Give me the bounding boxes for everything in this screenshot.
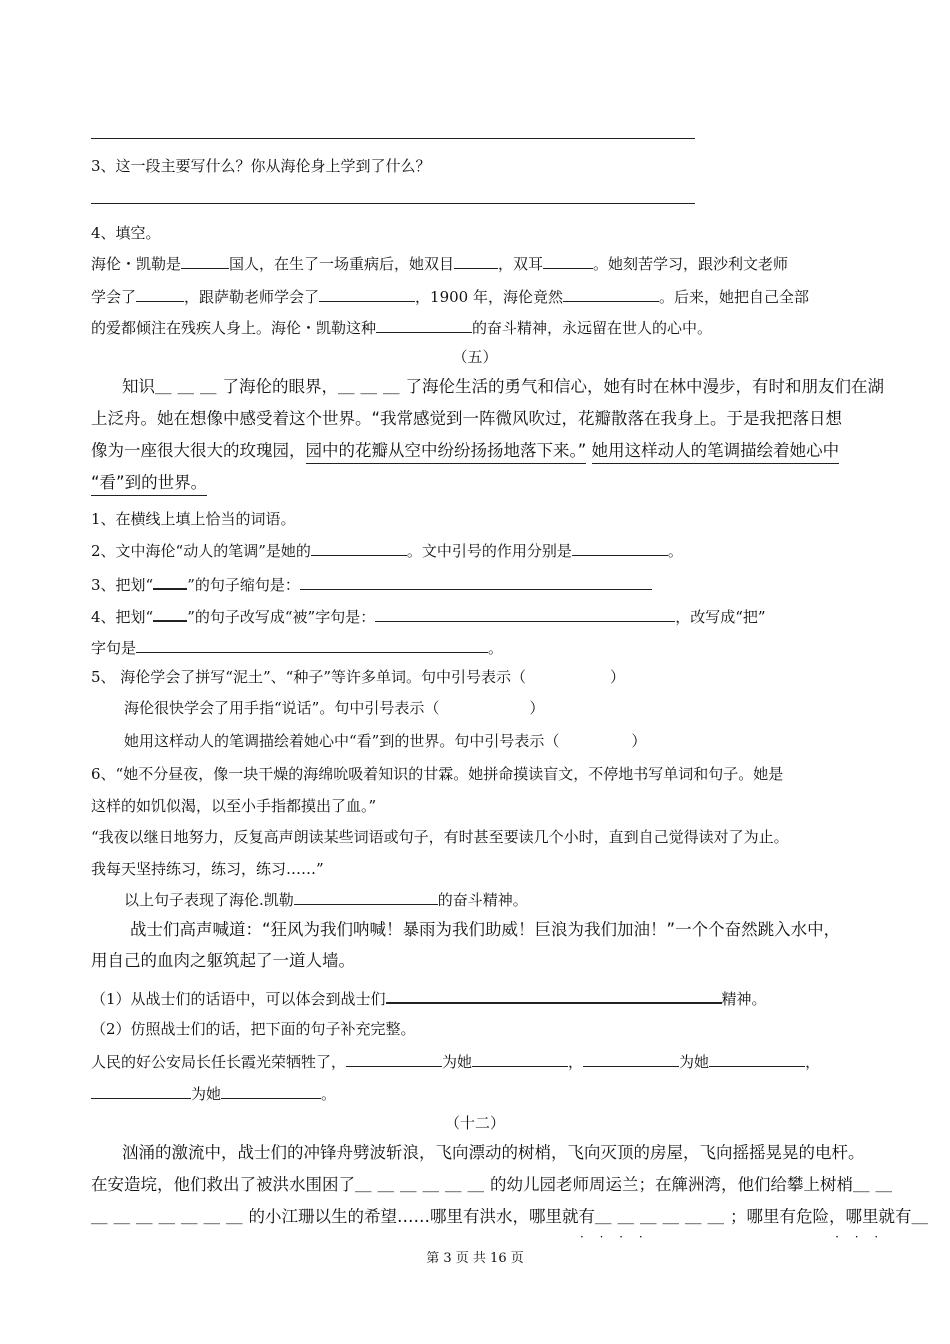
question-4-sub: 4、把划“ ”的句子改写成“被”字句是： ，改写成“把”: [91, 604, 766, 628]
passage-line: 知识＿＿＿了海伦的眼界，＿＿＿了海伦生活的勇气和信心，她有时在林中漫步，有时和朋友们在湖: [122, 377, 884, 396]
section-heading: （十二）: [444, 1114, 505, 1132]
blank[interactable]: [346, 1050, 442, 1067]
question-4-sub-cont: 字句是 。: [91, 636, 503, 659]
passage-line: ＿＿＿＿＿＿＿的小江珊以生的希望……哪里有洪水，哪里就有＿＿＿＿＿＿；哪里有危险，哪里就有＿: [91, 1207, 934, 1226]
question-6-line: 这样的如饥似渴，以至小手指都摸出了血。”: [91, 797, 377, 815]
passage-line: [91, 472, 207, 494]
question-1: 1、在横线上填上恰当的词语。: [91, 510, 296, 528]
blank[interactable]: [454, 252, 498, 269]
blank[interactable]: ＿＿＿＿＿＿＿: [91, 1207, 249, 1226]
passage-line: 上泛舟。她在想像中感受着这个世界。“我常感觉到一阵微风吹过，花瓣散落在我身上。于是我把落日想: [91, 409, 843, 428]
underlined-sentence: 园中的花瓣从空中纷纷扬扬地落下来。”: [306, 441, 587, 464]
underlined-sentence: 她用这样动人的笔调描绘着她心中: [592, 441, 840, 464]
blank[interactable]: ＿: [911, 1207, 934, 1226]
underlined-sentence: “看”到的世界。: [91, 473, 207, 496]
blank[interactable]: [583, 1050, 679, 1067]
blank[interactable]: ＿＿＿: [338, 377, 406, 396]
passage-line: 汹涌的激流中，战士们的冲锋舟劈波斩浪，飞向漂动的树梢，飞向灭顶的房屋，飞向摇摇晃晃的电杆。: [122, 1143, 865, 1162]
blank[interactable]: [221, 1082, 321, 1099]
passage-line: 在安造垸，他们救出了被洪水围困了＿＿＿＿＿＿的幼儿园老师周运兰；在簰洲湾，他们给攀上树梢＿＿: [91, 1175, 898, 1194]
sub-question-1: （1）从战士们的话语中，可以体会到战士们 精神。: [91, 986, 767, 1010]
blank[interactable]: [563, 285, 659, 302]
question-4-title: 4、填空。: [91, 224, 161, 242]
imitation-line: 人民的好公安局长任长霞光荣牺牲了， 为她 ， 为她 ，: [91, 1050, 820, 1073]
imitation-line: 为她 。: [91, 1082, 336, 1105]
blank[interactable]: [375, 605, 675, 622]
question-3-sub: 3、把划“ ”的句子缩句是：: [91, 572, 652, 596]
question-3: 3、这一段主要写什么？你从海伦身上学到了什么？: [91, 157, 431, 175]
question-6-line: 我每天坚持练习，练习，练习……”: [91, 860, 324, 878]
passage-line: 战士们高声喊道：“狂风为我们呐喊！暴雨为我们助威！巨浪为我们加油！”一个个奋然跳入水中，: [130, 920, 841, 939]
blank[interactable]: [319, 285, 415, 302]
blank[interactable]: [91, 1082, 191, 1099]
blank[interactable]: [376, 316, 472, 333]
blank[interactable]: [709, 1050, 805, 1067]
blank[interactable]: [386, 986, 722, 1004]
answer-line[interactable]: [91, 203, 695, 204]
question-6: 6、“她不分昼夜，像一块干燥的海绵吮吸着知识的甘霖。她拼命摸读盲文，不停地书写单词和句子。她是: [91, 765, 784, 783]
blank[interactable]: [300, 573, 652, 590]
fill-line-3: 的爱都倾注在残疾人身上。海伦・凯勒这种 的奋斗精神，永远留在世人的心中。: [91, 316, 712, 339]
blank[interactable]: [572, 539, 668, 556]
blank[interactable]: [472, 1050, 568, 1067]
blank[interactable]: ＿＿＿＿＿＿: [355, 1175, 490, 1194]
question-6-line: “我夜以继日地努力，反复高声朗读某些词语或句子，有时甚至要读几个小时，直到自己觉得读对了为止。: [91, 828, 789, 846]
section-heading: （五）: [452, 348, 498, 366]
blank[interactable]: [311, 539, 407, 556]
question-5: 5、 海伦学会了拼写“泥土”、“种子”等许多单词。句中引号表示（ ）: [91, 668, 626, 686]
blank[interactable]: [136, 285, 184, 302]
underline-mark: [153, 604, 187, 622]
blank[interactable]: ＿＿＿: [155, 377, 223, 396]
underline-mark: [153, 572, 187, 590]
question-5-c: 她用这样动人的笔调描绘着她心中“看”到的世界。句中引号表示（ ）: [124, 732, 647, 750]
passage-line: 用自己的血肉之躯筑起了一道人墙。: [91, 951, 355, 970]
page-footer: 第 3 页 共 16 页: [426, 1251, 524, 1266]
sub-question-2: （2）仿照战士们的话，把下面的句子补充完整。: [91, 1020, 416, 1038]
blank[interactable]: ＿＿＿＿＿＿: [595, 1207, 730, 1226]
passage-line: 像为一座很大很大的玫瑰园，园中的花瓣从空中纷纷扬扬地落下来。” 她用这样动人的笔调描绘着她心中: [91, 440, 839, 462]
question-2: 2、文中海伦“动人的笔调”是她的 。文中引号的作用分别是 。: [91, 539, 683, 562]
question-5-b: 海伦很快学会了用手指“说话”。句中引号表示（ ）: [124, 699, 545, 717]
question-6-line: 以上句子表现了海伦.凯勒 的奋斗精神。: [124, 888, 528, 911]
fill-line-1: 海伦・凯勒是 国人，在生了一场重病后，她双目 ，双耳 。她刻苦学习，跟沙利文老师: [91, 252, 788, 275]
blank[interactable]: [136, 636, 488, 653]
blank[interactable]: ＿＿: [853, 1175, 898, 1194]
blank[interactable]: [294, 888, 438, 905]
answer-line[interactable]: [91, 138, 695, 139]
blank[interactable]: [543, 252, 593, 269]
blank[interactable]: [181, 252, 229, 269]
emphasis-dots: · · · · · · ·: [580, 1230, 885, 1244]
fill-line-2: 学会了 ，跟萨勒老师学会了 ，1900 年，海伦竟然 。后来，她把自己全部: [91, 285, 809, 308]
